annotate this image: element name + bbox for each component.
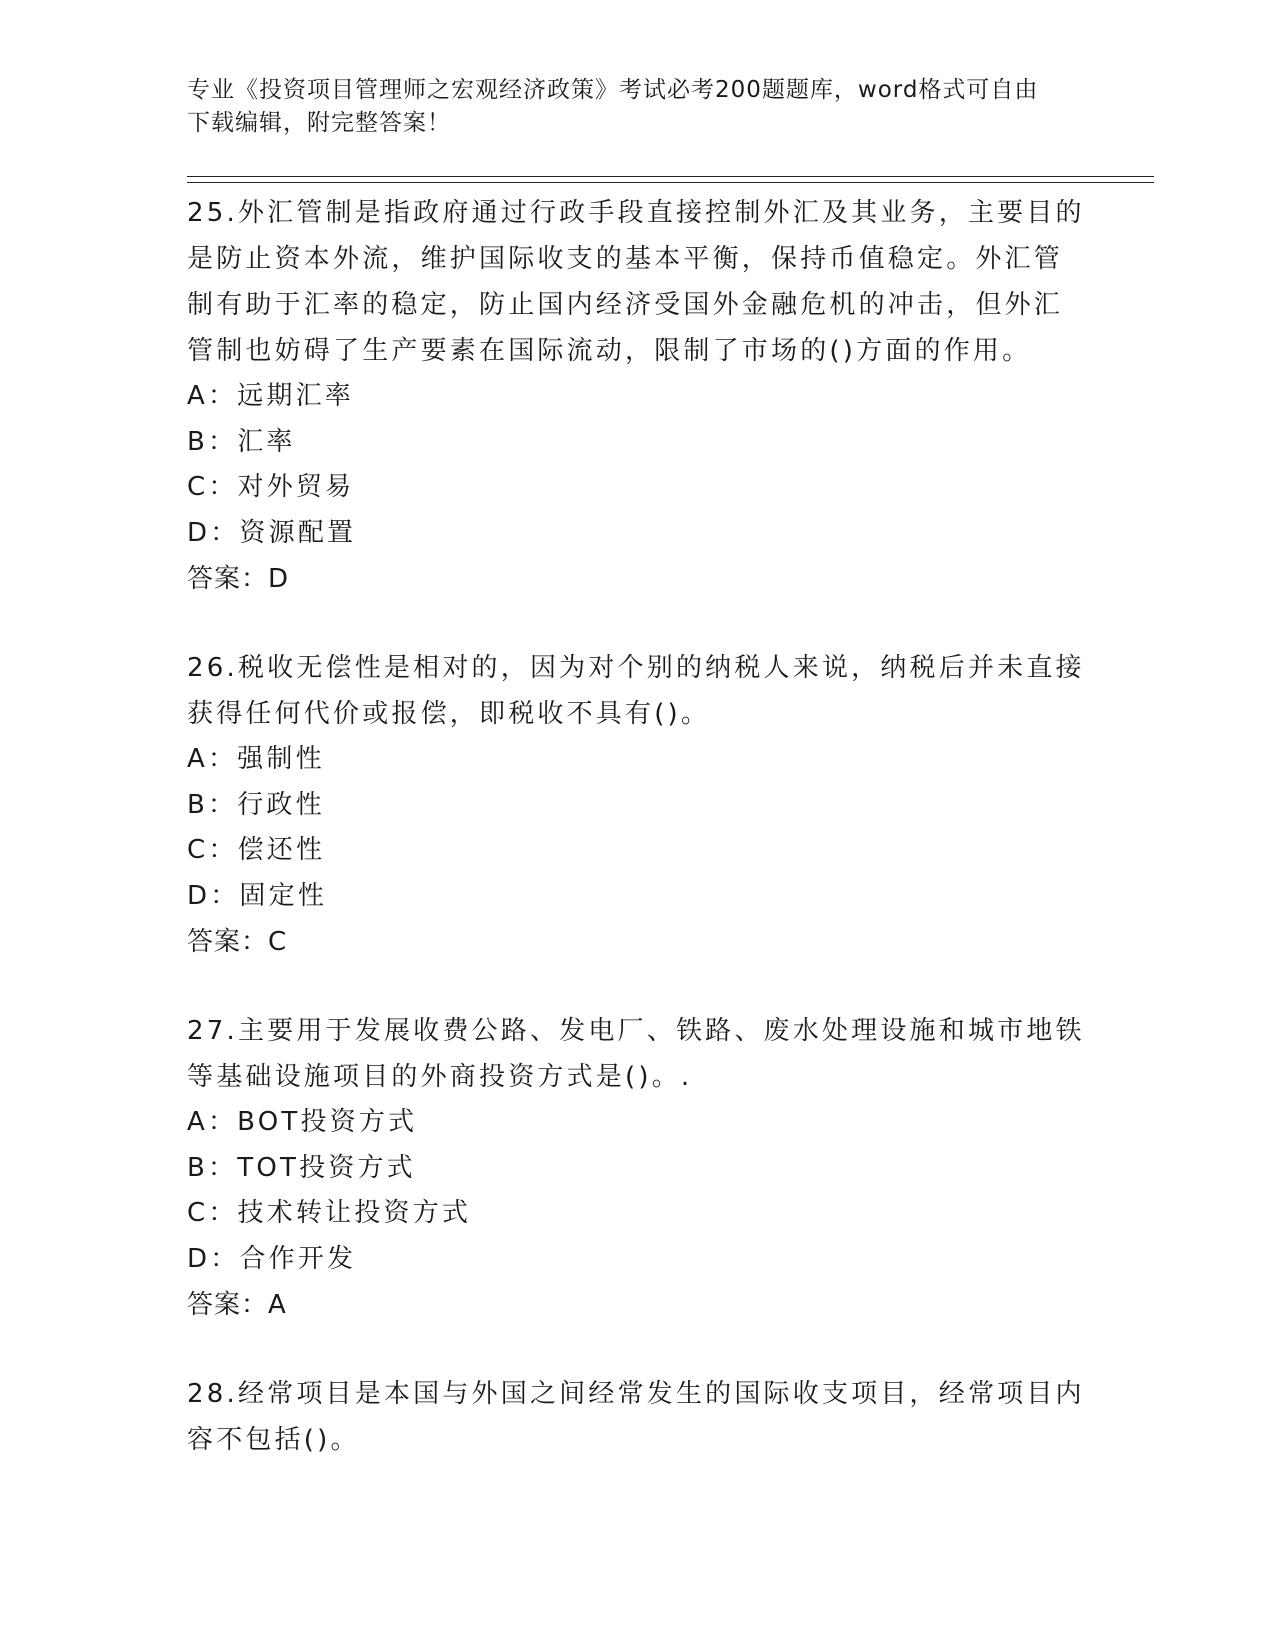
question-text-line: 等基础设施项目的外商投资方式是()。. [187,1062,693,1092]
document-header [187,74,1087,140]
question-text-line: 28.经常项目是本国与外国之间经常发生的国际收支项目，经常项目内 [187,1379,1085,1409]
question-28 [187,1371,1087,1463]
question-text-line: 是防止资本外流，维护国际收支的基本平衡，保持币值稳定。外汇管 [187,244,1064,274]
option-d: D：合作开发 [187,1243,357,1274]
question-25 [187,190,1087,602]
header-divider-top [187,176,1154,177]
question-text-line: 制有助于汇率的稳定，防止国内经济受国外金融危机的冲击，但外汇 [187,290,1064,320]
question-list [187,190,1087,1506]
question-26 [187,645,1087,965]
option-b: B：TOT投资方式 [187,1152,416,1183]
question-text-line: 26.税收无偿性是相对的，因为对个别的纳税人来说，纳税后并未直接 [187,653,1085,683]
answer: 答案：D [187,564,290,594]
option-d: D：资源配置 [187,517,357,548]
question-text-line: 25.外汇管制是指政府通过行政手段直接控制外汇及其业务，主要目的 [187,198,1085,228]
question-text-line: 获得任何代价或报偿，即税收不具有()。 [187,699,711,729]
option-d: D：固定性 [187,880,328,911]
option-b: B：汇率 [187,426,296,457]
option-c: C：对外贸易 [187,472,355,502]
answer: 答案：A [187,1290,287,1320]
option-c: C：偿还性 [187,835,326,865]
question-text-line: 管制也妨碍了生产要素在国际流动，限制了市场的()方面的作用。 [187,336,1032,366]
header-line-1: 专业《投资项目管理师之宏观经济政策》考试必考200题题库，word格式可自由 [187,77,1039,103]
question-text-line: 容不包括()。 [187,1425,360,1455]
option-a: A：BOT投资方式 [187,1107,418,1137]
option-a: A：远期汇率 [187,381,354,411]
option-b: B：行政性 [187,789,325,820]
option-c: C：技术转让投资方式 [187,1198,472,1228]
question-text-line: 27.主要用于发展收费公路、发电厂、铁路、废水处理设施和城市地铁 [187,1016,1085,1046]
answer: 答案：C [187,927,288,957]
header-line-2: 下载编辑，附完整答案！ [187,110,451,136]
header-divider-bottom [187,182,1154,183]
question-27 [187,1008,1087,1328]
option-a: A：强制性 [187,744,325,774]
